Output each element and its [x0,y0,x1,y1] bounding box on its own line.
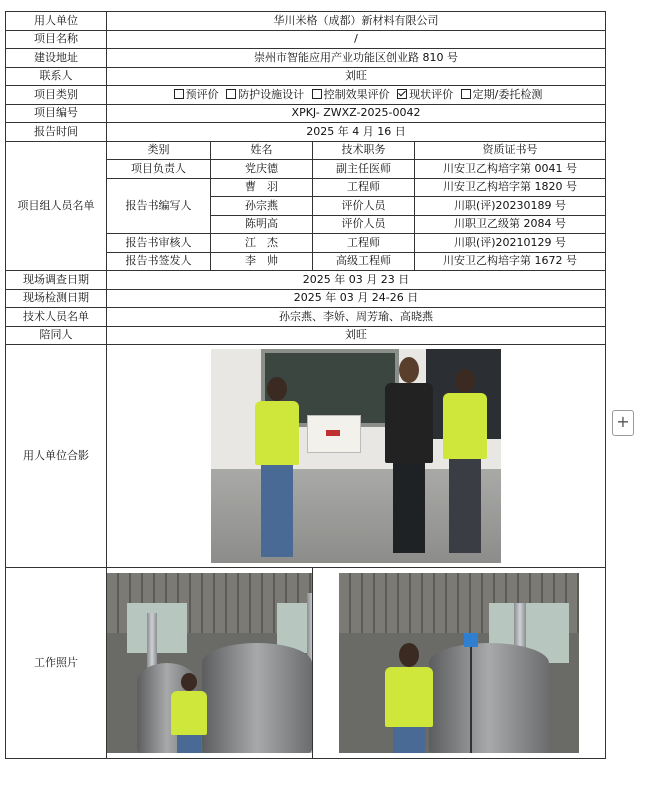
person-middle [381,357,437,557]
member-name: 曹 羽 [211,178,313,197]
team-role-leader: 项目负责人 [107,160,211,179]
label-project-no: 项目编号 [6,104,107,123]
team-header-cert: 资质证书号 [415,141,606,160]
worker-1 [169,673,209,753]
checkbox-icon [174,89,184,99]
group-photo [211,349,501,563]
work-photo-2 [339,573,579,753]
member-cert: 川职卫乙级第 2084 号 [415,215,606,234]
member-title: 工程师 [313,234,415,253]
work-photo-1 [107,573,313,753]
checkbox-checked-icon [397,89,407,99]
category-option-design: 防护设施设计 [222,88,304,101]
team-header-title: 技术职务 [313,141,415,160]
category-option-periodic: 定期/委托检测 [457,88,543,101]
member-cert: 川职(评)20210129 号 [415,234,606,253]
project-info-table [5,11,606,759]
category-option-control: 控制效果评价 [308,88,390,101]
team-header-category: 类别 [107,141,211,160]
tripod-leg [470,647,472,753]
label-contact: 联系人 [6,67,107,86]
category-option-pre: 预评价 [170,88,219,101]
group-photo-cell [107,345,606,568]
value-user-unit: 华川米格（成都）新材料有限公司 [107,12,606,31]
member-title: 副主任医师 [313,160,415,179]
team-role-signer: 报告书签发人 [107,252,211,271]
value-tech-staff: 孙宗燕、李娇、周芳瑜、高晓燕 [107,308,606,327]
checkbox-icon [461,89,471,99]
person-left [249,377,305,563]
member-name: 陈明高 [211,215,313,234]
label-escort: 陪同人 [6,326,107,345]
value-report-time: 2025 年 4 月 16 日 [107,123,606,142]
label-category: 项目类别 [6,86,107,105]
value-testing-date: 2025 年 03 月 24-26 日 [107,289,606,308]
member-cert: 川安卫乙构培字第 1672 号 [415,252,606,271]
team-header-name: 姓名 [211,141,313,160]
company-sign [307,415,361,453]
label-work-photos: 工作照片 [6,568,107,759]
value-address: 崇州市智能应用产业功能区创业路 810 号 [107,49,606,68]
worker-2 [379,643,439,753]
member-cert: 川安卫乙构培字第 1820 号 [415,178,606,197]
value-survey-date: 2025 年 03 月 23 日 [107,271,606,290]
team-role-writer: 报告书编写人 [107,178,211,234]
value-project-name: / [107,30,606,49]
label-address: 建设地址 [6,49,107,68]
member-title: 高级工程师 [313,252,415,271]
checkbox-icon [226,89,236,99]
value-project-no: XPKJ- ZWXZ-2025-0042 [107,104,606,123]
work-photo-cell-1 [107,568,313,759]
category-option-status: 现状评价 [393,88,453,101]
label-user-unit: 用人单位 [6,12,107,31]
team-role-reviewer: 报告书审核人 [107,234,211,253]
member-title: 工程师 [313,178,415,197]
add-icon[interactable]: + [612,410,634,436]
label-team: 项目组人员名单 [6,141,107,271]
category-options [107,86,606,105]
member-name: 江 杰 [211,234,313,253]
work-photo-cell-2 [313,568,606,759]
instrument-icon [464,633,478,647]
label-group-photo: 用人单位合影 [6,345,107,568]
checkbox-icon [312,89,322,99]
member-title: 评价人员 [313,215,415,234]
label-testing-date: 现场检测日期 [6,289,107,308]
member-cert: 川安卫乙构培字第 0041 号 [415,160,606,179]
label-report-time: 报告时间 [6,123,107,142]
label-tech-staff: 技术人员名单 [6,308,107,327]
member-cert: 川职(评)20230189 号 [415,197,606,216]
label-survey-date: 现场调查日期 [6,271,107,290]
member-name: 党庆德 [211,160,313,179]
value-escort: 刘旺 [107,326,606,345]
member-name: 孙宗燕 [211,197,313,216]
page-top-strip [0,0,669,10]
member-name: 李 帅 [211,252,313,271]
label-project-name: 项目名称 [6,30,107,49]
member-title: 评价人员 [313,197,415,216]
value-contact: 刘旺 [107,67,606,86]
person-right [437,369,493,559]
